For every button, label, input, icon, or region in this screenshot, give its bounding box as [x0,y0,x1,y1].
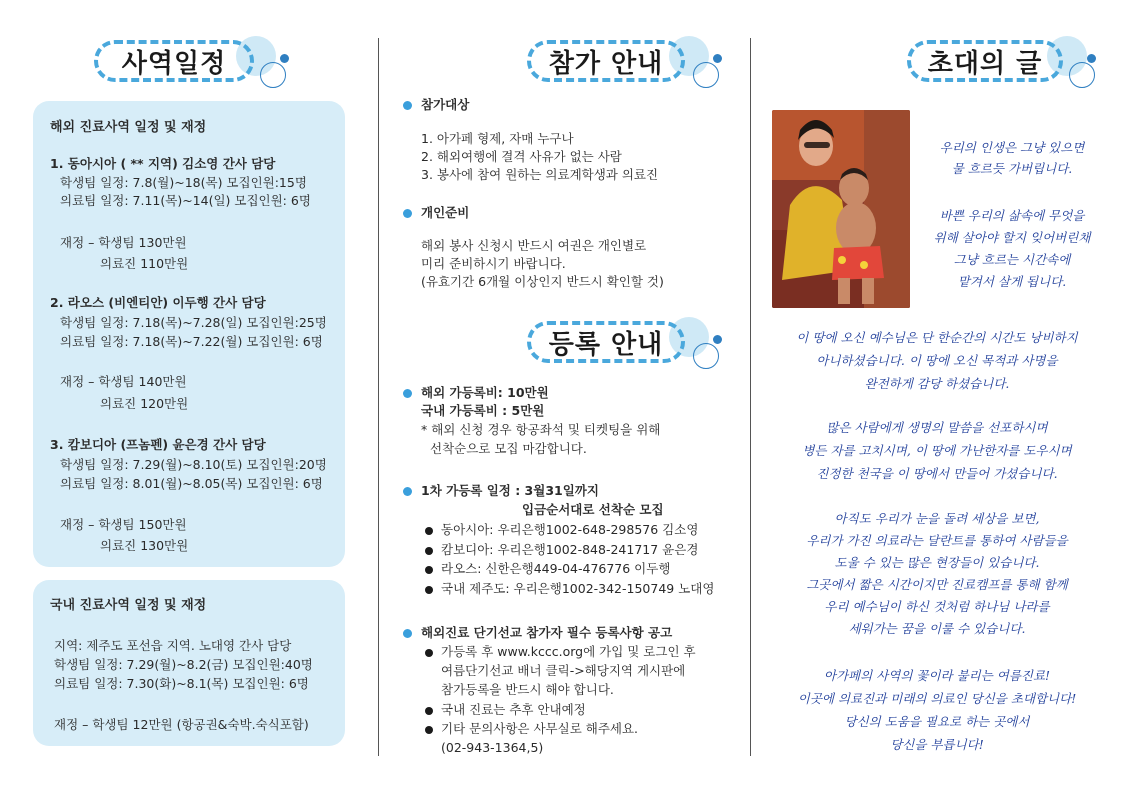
fee-bullet [403,389,412,398]
invitation-header-title: 초대의 글 [907,40,1063,82]
para4-line3: 진정한 천국을 이 땅에서 만들어 가셨습니다. [816,466,1058,481]
domestic-medical: 의료팀 일정: 7.30(화)~8.1(목) 모집인원: 6명 [54,676,309,691]
para4-line1: 많은 사람에게 생명의 말씀을 선포하시며 [826,420,1048,435]
domestic-student: 학생팀 일정: 7.29(월)~8.2(금) 모집인원:40명 [54,657,313,672]
overseas-title: 해외 진료사역 일정 및 재정 [50,120,207,135]
item2-fin2: 의료진 120만원 [100,396,189,411]
domestic-box [33,580,345,746]
domestic-title: 국내 진료사역 일정 및 재정 [50,598,207,613]
target-line3: 3. 봉사에 참여 원하는 의료계학생과 의료진 [421,167,659,182]
para4-line2: 병든 자를 고치시며, 이 땅에 가난한자를 도우시며 [802,443,1072,458]
domestic-finance: 재정 – 학생팀 12만원 (항공권&숙박.숙식포함) [54,717,309,732]
para6-line1: 아가페의 사역의 꽃이라 불리는 여름진료! [823,668,1051,683]
account-jeju: 국내 제주도: 우리은행1002-342-150749 노대영 [441,581,715,596]
item1-head: 1. 동아시아 ( ** 지역) 김소영 간사 담당 [50,156,276,171]
participation-header [527,32,727,92]
para2-line3: 그냥 흐르는 시간속에 [953,252,1071,267]
domestic-region: 지역: 제주도 포선읍 지역. 노대영 간사 담당 [54,638,292,653]
para1-line1: 우리의 인생은 그냥 있으면 [939,140,1085,155]
prep-line1: 해외 봉사 신청시 반드시 여권은 개인별로 [421,238,647,253]
para5-line5: 우리 예수님이 하신 것처럼 하나님 나라를 [824,599,1050,614]
reg-schedule: 1차 가등록 일정 : 3월31일까지 [421,483,599,498]
item3-medical: 의료팀 일정: 8.01(월)~8.05(목) 모집인원: 6명 [60,476,323,491]
prep-bullet [403,209,412,218]
para5-line6: 세워가는 꿈을 이룰 수 있습니다. [848,621,1026,636]
item3-fin2: 의료진 130만원 [100,538,189,553]
para2-line1: 바쁜 우리의 삶속에 무엇을 [939,208,1085,223]
para2-line4: 맡겨서 살게 됩니다. [957,274,1067,289]
account-east-asia: 동아시아: 우리은행1002-648-298576 김소영 [441,522,699,537]
participation-header-title: 참가 안내 [527,40,685,82]
para2-line2: 위해 살아야 할지 잊어버린채 [933,230,1091,245]
item1-fin2: 의료진 110만원 [100,256,189,271]
target-bullet [403,101,412,110]
target-line2: 2. 해외여행에 결격 사유가 없는 사람 [421,149,622,164]
item3-student: 학생팀 일정: 7.29(월)~8.10(토) 모집인원:20명 [60,457,327,472]
target-title: 참가대상 [421,97,470,112]
registration-header-title: 등록 안내 [527,321,685,363]
schedule-header-title: 사역일정 [94,40,254,82]
fee-domestic: 국내 가등록비 : 5만원 [421,403,545,418]
notice-2: 국내 진료는 추후 안내예정 [441,702,586,717]
item3-fin1: 재정 – 학생팀 150만원 [60,517,187,532]
para5-line3: 도울 수 있는 많은 현장들이 있습니다. [834,555,1040,570]
item2-student: 학생팀 일정: 7.18(목)~7.28(일) 모집인원:25명 [60,315,327,330]
para6-line2: 이곳에 의료진과 미래의 의료인 당신을 초대합니다! [797,691,1077,706]
notice-3a: 기타 문의사항은 사무실로 해주세요. [441,721,639,736]
registration-header [527,313,727,373]
item2-fin1: 재정 – 학생팀 140만원 [60,374,187,389]
para3-line1: 이 땅에 오신 예수님은 단 한순간의 시간도 낭비하지 [796,330,1078,345]
target-line1: 1. 아가페 형제, 자매 누구나 [421,131,574,146]
prep-line3: (유효기간 6개월 이상인지 반드시 확인할 것) [421,274,664,289]
notice-1a: 가등록 후 www.kccc.org에 가입 및 로그인 후 [441,644,696,659]
notice-title: 해외진료 단기선교 참가자 필수 등록사항 공고 [421,625,673,640]
volunteer-photo [772,110,910,308]
notice-3b: (02-943-1364,5) [441,740,544,755]
para5-line1: 아직도 우리가 눈을 돌려 세상을 보면, [834,511,1040,526]
column-divider-1 [378,38,379,756]
account-laos: 라오스: 신한은행449-04-476776 이두행 [441,561,671,576]
item1-fin1: 재정 – 학생팀 130만원 [60,235,187,250]
prep-line2: 미리 준비하시기 바랍니다. [421,256,566,271]
prep-title: 개인준비 [421,205,470,220]
reg-method: 입금순서대로 선착순 모집 [522,502,664,517]
para3-line3: 완전하게 감당 하셨습니다. [864,376,1010,391]
item3-head: 3. 캄보디아 (프놈펜) 윤은경 간사 담당 [50,437,266,452]
para6-line4: 당신을 부릅니다! [890,737,984,752]
fee-note2: 선착순으로 모집 마감합니다. [430,441,587,456]
notice-1b: 여름단기선교 배너 클릭->해당지역 게시판에 [441,663,686,678]
overseas-box [33,101,345,567]
para5-line2: 우리가 가진 의료라는 달란트를 통하여 사람들을 [806,533,1068,548]
fee-overseas: 해외 가등록비: 10만원 [421,385,549,400]
account-cambodia: 캄보디아: 우리은행1002-848-241717 윤은경 [441,542,699,557]
para5-line4: 그곳에서 짧은 시간이지만 진료캠프를 통해 함께 [806,577,1068,592]
item2-medical: 의료팀 일정: 7.18(목)~7.22(월) 모집인원: 6명 [60,334,323,349]
column-divider-2 [750,38,751,756]
para6-line3: 당신의 도움을 필요로 하는 곳에서 [844,714,1030,729]
item1-medical: 의료팀 일정: 7.11(목)~14(일) 모집인원: 6명 [60,193,311,208]
item1-student: 학생팀 일정: 7.8(월)~18(목) 모집인원:15명 [60,175,307,190]
notice-1c: 참가등록을 반드시 해야 합니다. [441,682,614,697]
schedule-header [94,32,294,92]
para1-line2: 물 흐르듯 가버립니다. [951,161,1073,176]
item2-head: 2. 라오스 (비엔티안) 이두행 간사 담당 [50,295,266,310]
schedule-bullet [403,487,412,496]
invitation-header [907,32,1107,92]
fee-note1: * 해외 신청 경우 항공좌석 및 티켓팅을 위해 [421,422,661,437]
para3-line2: 아니하셨습니다. 이 땅에 오신 목적과 사명을 [816,353,1058,368]
notice-bullet [403,629,412,638]
